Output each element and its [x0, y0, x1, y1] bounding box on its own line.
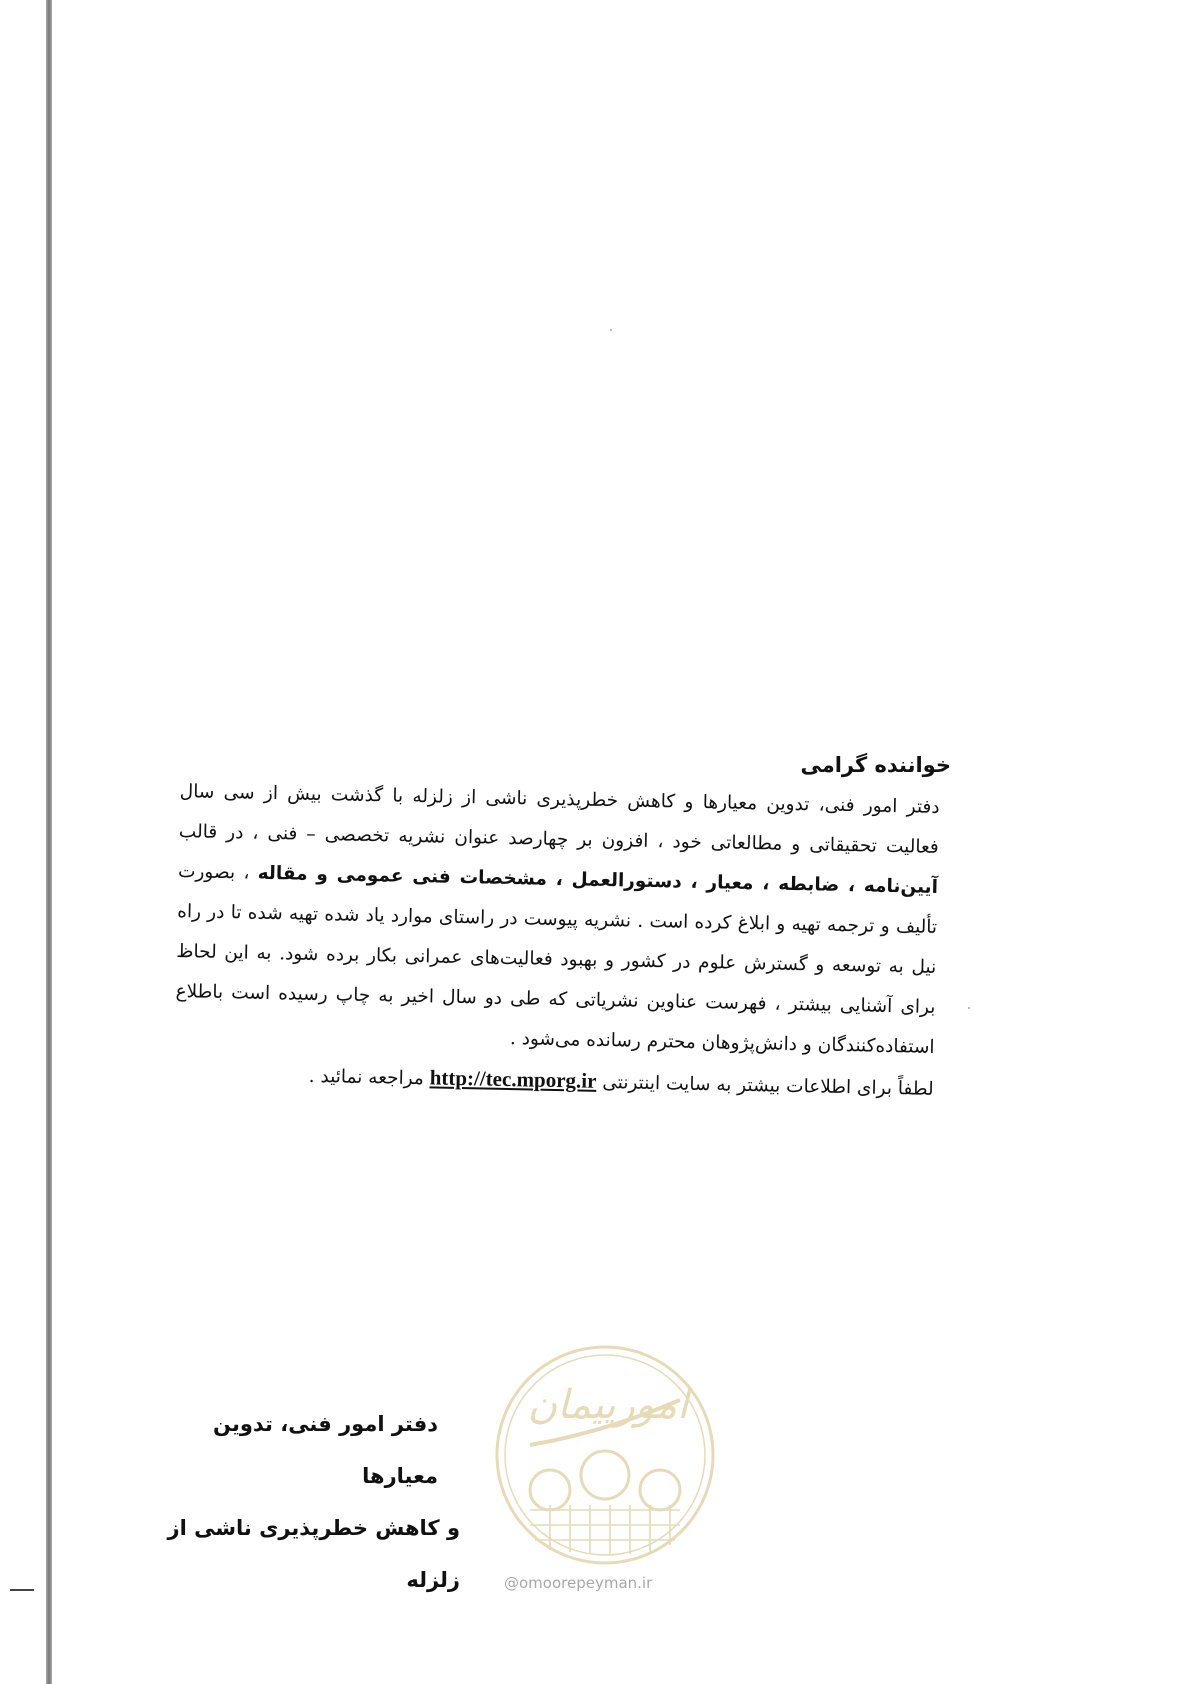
signature-block — [150, 1398, 460, 1606]
scan-edge — [46, 0, 52, 1684]
publication-types: آیین‌نامه ، ضابطه ، معیار ، دستورالعمل ، مشخصات فنی عمومی و مقاله — [257, 862, 939, 898]
scan-speck — [610, 329, 612, 331]
seal-text: امورپیمان — [527, 1382, 689, 1428]
body-paragraph — [174, 772, 940, 1068]
scan-speck — [968, 1007, 970, 1009]
watermark-text: @omoorepeyman.ir — [504, 1574, 653, 1592]
closing-text-end: مراجعه نمائید . — [308, 1065, 430, 1090]
website-link[interactable]: http://tec.mporg.ir — [429, 1065, 597, 1093]
body-text-part1: دفتر امور فنی، تدوین معیارها و کاهش خطرپذیری ناشی از زلزله با گذشت بیش از سی سال فعالیت تحقیقاتی و مطالعاتی خود ، افزون بر چهارصد عنوان نشریه تخصصی – فنی ، در قالب — [178, 781, 940, 858]
body-text-part2: ، بصورت تألیف و ترجمه تهیه و ابلاغ کرده است . نشریه پیوست در راستای موارد یاد شده تهیه شده تا در راه نیل به توسعه و گسترش علوم در کشور و بهبود فعالیت‌های عمرانی بکار برده شود. به این لحاظ برای آشنایی بیشتر ، فهرست عناوین نشریاتی که طی دو سال اخیر به چاپ رسیده است باطلاع استفاده‌کنندگان و دانش‌پژوهان محترم رسانده می‌شود . — [175, 861, 938, 1058]
signature-line-2: و کاهش خطرپذیری ناشی از زلزله — [167, 1516, 460, 1592]
letter-body — [173, 772, 940, 1110]
closing-text: لطفاً برای اطلاعات بیشتر به سایت اینترنتی — [596, 1071, 934, 1100]
signature-line-1: دفتر امور فنی، تدوین معیارها — [213, 1412, 438, 1488]
scan-mark — [10, 1589, 34, 1591]
seal-logo — [490, 1340, 720, 1570]
letter-heading: خواننده گرامی — [800, 753, 951, 777]
